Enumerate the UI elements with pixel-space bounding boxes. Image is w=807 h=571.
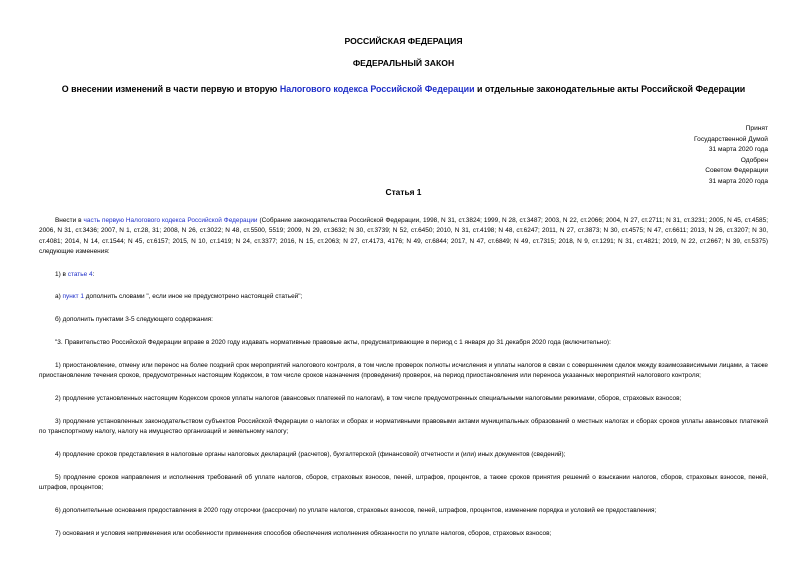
paragraph-subitem-4: 4) продление сроков представления в налоговые органы налоговых деклараций (расчетов), бухгалтерской (финансовой) отчетности и (или) иных документов (сведений); [55,450,566,458]
law-title-suffix: и отдельные законодательные акты Российской Федерации [474,84,746,94]
adoption-line: Принят [745,125,768,132]
paragraph-item-a [39,292,768,302]
paragraph-item-b: б) дополнить пунктами 3-5 следующего содержания: [55,316,213,324]
paragraph-text: дополнить словами ", если иное не предусмотрено настоящей статьей"; [83,293,303,301]
paragraph-subitem-6: 6) дополнительные основания предоставления в 2020 году отсрочки (рассрочки) по уплате налогов, страховых взносов, пеней, штрафов, процентов, изменение порядка и условий ее предоставления; [55,506,657,514]
tax-code-link[interactable]: Налогового кодекса Российской Федерации [279,84,475,94]
paragraph-item-1 [39,270,768,280]
paragraph-subitem-2: 2) продление установленных настоящим Кодексом сроков уплаты налогов (авансовых платежей по налогам), в том числе предусмотренных специальными налоговыми режимами, сборов, страховых взносов; [55,394,682,402]
paragraph-text: а) [55,293,63,301]
adoption-line: Государственной Думой [694,135,768,143]
article-body [39,216,768,539]
law-title [0,84,807,94]
approval-line: Одобрен [740,156,768,164]
adoption-block [694,124,768,188]
paragraph-subitem-1: 1) приостановление, отмену или перенос на более поздний срок мероприятий налогового контроля, в том числе проверок полноты исчисления и уплаты налогов в связи с совершением сделок между взаимозависимыми лицами, а также приостановление течения сроков, предусмотренных настоящим Кодексом, в том числе сроков назначения (проведения) проверок, на период приостановления или переноса указанных мероприятий налогового контроля; [39,361,768,380]
clause-1-link[interactable]: пункт 1 [62,293,84,301]
paragraph-text: : [92,270,95,278]
paragraph-text: Внести в [55,217,84,224]
paragraph-subitem-3: 3) продление установленных законодательством субъектов Российской Федерации о налогах и сборах и нормативными правовыми актами муниципальных образований о местных налогах и сборах сроков уплаты авансовых платежей по транспортному налогу, налогу на имущество организаций и земельному налогу; [39,417,768,436]
article-4-link[interactable]: статье 4 [67,270,93,278]
adoption-line: 31 марта 2020 года [708,146,768,154]
paragraph-subitem-7: 7) основания и условия неприменения или особенности применения способов обеспечения исполнения обязанности по уплате налогов, сборов, страховых взносов; [55,529,552,537]
intro-paragraph [39,216,768,257]
approval-line: 31 марта 2020 года [708,177,768,185]
law-title-prefix: О внесении изменений в части первую и вторую [61,84,280,94]
article-title: Статья 1 [385,187,422,197]
paragraph-text: (Собрание законодательства Российской Федерации, 1998, N 31, ст.3824; 1999, N 28, ст.3487; 2003, N 22, ст.2066; 2004, N 27, ст.2711; N 31, ст.3231; 2005, N 45, ст.4585; 2006, N 31, ст.3436; 2007, N 1, ст.28, 31; 2008, N 26, ст.3022; N 48, ст.5500, 5519; 2009, N 29, ст.3632; N 30, ст.3739; N 52, ст.6450; 2010, N 31, ст.4198; N 48, ст.6247; 2011, N 27, ст.3873; N 30, ст.4575; N 47, ст.6611; 2013, N 26, ст.3207; N 30, ст.4081; 2014, N 14, ст.1544; N 45, ст.6157; 2015, N 10, ст.1419; N 24, ст.3377; 2016, N 15, ст.2063; N 27, ст.4173, 4176; N 49, ст.6844; 2017, N 47, ст.6849; N 49, ст.7315; 2018, N 9, ст.1291; N 31, ст.4821; 2019, N 22, ст.2667; N 39, ст.5375) следующие изменения: [39,217,768,255]
paragraph-clause-3: "3. Правительство Российской Федерации вправе в 2020 году издавать нормативные правовые акты, предусматривающие в период с 1 января до 31 декабря 2020 года (включительно): [55,339,611,347]
paragraph-subitem-5: 5) продление сроков направления и исполнения требований об уплате налогов, сборов, страховых взносов, пеней, штрафов, процентов, а также сроков принятия решений о взыскании налогов, сборов, страховых взносов, пеней, штрафов, процентов; [39,473,768,491]
approval-line: Советом Федерации [705,167,768,175]
paragraph-text: 1) в [55,270,68,278]
country-heading: РОССИЙСКАЯ ФЕДЕРАЦИЯ [344,36,463,46]
law-type-heading: ФЕДЕРАЛЬНЫЙ ЗАКОН [352,58,455,68]
tax-code-part-one-link[interactable]: часть первую Налогового кодекса Российской Федерации [83,217,258,224]
